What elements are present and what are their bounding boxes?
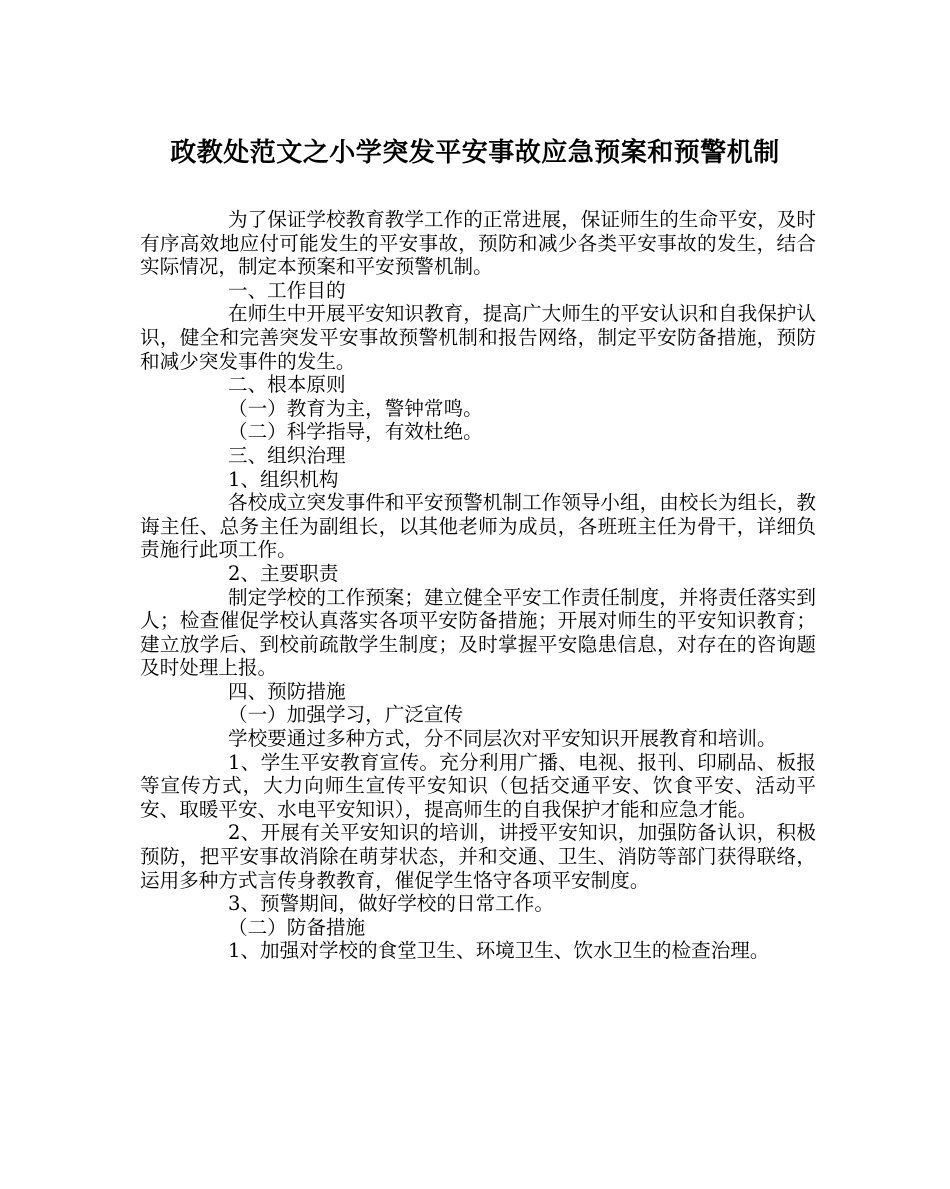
subsection-heading: 2、主要职责 (228, 561, 339, 585)
paragraph: 在师生中开展平安知识教育，提高广大师生的平安认识和自我保护认识，健全和完善突发平安事故预警机制和报告网络，制定平安防备措施，预防和减少突发事件的发生。 (140, 302, 816, 373)
paragraph: 各校成立突发事件和平安预警机制工作领导小组，由校长为组长，教诲主任、总务主任为副组长，以其他老师为成员，各班班主任为骨干，详细负责施行此项工作。 (140, 491, 816, 562)
document-title: 政教处范文之小学突发平安事故应急预案和预警机制 (170, 138, 780, 168)
subsection-heading: 1、组织机构 (228, 467, 339, 491)
subsection-heading: （二）防备措施 (228, 915, 366, 939)
section-heading: 三、组织治理 (228, 443, 346, 467)
section-heading: 一、工作目的 (228, 278, 346, 302)
subsection-heading: （一）加强学习，广泛宣传 (228, 703, 464, 727)
section-heading: 二、根本原则 (228, 373, 346, 397)
document-body (140, 208, 816, 963)
paragraph: 1、加强对学校的食堂卫生、环境卫生、饮水卫生的检查治理。 (228, 939, 770, 963)
paragraph: 2、开展有关平安知识的培训，讲授平安知识，加强防备认识，积极预防，把平安事故消除在萌芽状态，并和交通、卫生、消防等部门获得联络，运用多种方式言传身教教育，催促学生恪守各项平安制度。 (140, 821, 816, 892)
paragraph: 学校要通过多种方式，分不同层次对平安知识开展教育和培训。 (228, 727, 777, 751)
paragraph: 制定学校的工作预案；建立健全平安工作责任制度，并将责任落实到人；检查催促学校认真落实各项平安防备措施；开展对师生的平安知识教育；建立放学后、到校前疏散学生制度；及时掌握平安隐患信息，对存在的咨询题及时处理上报。 (140, 585, 816, 680)
paragraph: 1、学生平安教育宣传。充分利用广播、电视、报刊、印刷品、板报等宣传方式，大力向师生宣传平安知识（包括交通平安、饮食平安、活动平安、取暖平安、水电平安知识），提高师生的自我保护才能和应急才能。 (140, 750, 816, 821)
paragraph: 为了保证学校教育教学工作的正常进展，保证师生的生命平安，及时有序高效地应付可能发生的平安事故，预防和减少各类平安事故的发生，结合实际情况，制定本预案和平安预警机制。 (140, 208, 816, 279)
section-heading: 四、预防措施 (228, 679, 346, 703)
paragraph: 3、预警期间，做好学校的日常工作。 (228, 892, 554, 916)
list-item: （一）教育为主，警钟常鸣。 (228, 396, 483, 420)
list-item: （二）科学指导，有效杜绝。 (228, 420, 483, 444)
